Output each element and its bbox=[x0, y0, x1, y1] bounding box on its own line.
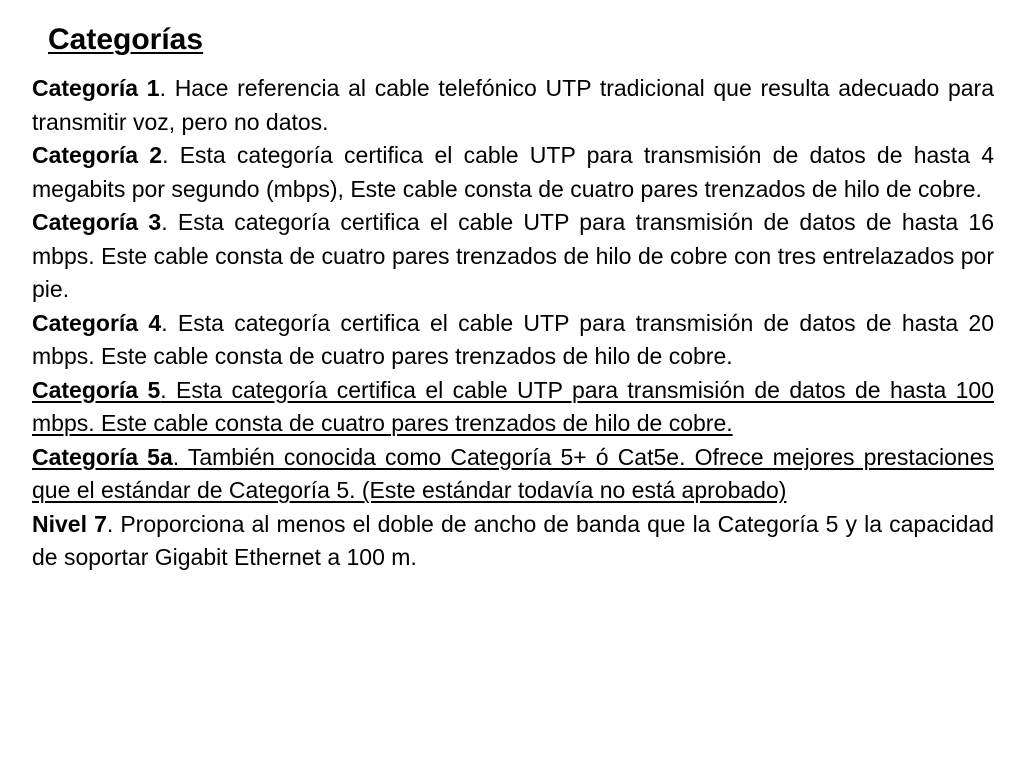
category-4-text: . Esta categoría certifica el cable UTP para transmisión de datos de hasta 20 mbps. Este cable consta de cuatro pares trenzados de hilo de cobre. bbox=[32, 309, 995, 369]
category-3-paragraph bbox=[32, 206, 994, 307]
category-5a-text: . También conocida como Categoría 5+ ó Cat5e. Ofrece mejores prestaciones que el estándar de Categoría 5. (Este estándar todavía no está aprobado) bbox=[32, 443, 994, 503]
category-2-paragraph bbox=[32, 139, 994, 206]
category-1-paragraph bbox=[32, 72, 994, 139]
category-5a-term: Categoría 5a bbox=[32, 443, 173, 470]
category-5-term: Categoría 5 bbox=[32, 376, 161, 403]
category-1-term: Categoría 1 bbox=[32, 75, 160, 101]
level-7-text: . Proporciona al menos el doble de ancho de banda que la Categoría 5 y la capacidad de soportar Gigabit Ethernet a 100 m. bbox=[32, 510, 994, 570]
category-5-text: . Esta categoría certifica el cable UTP para transmisión de datos de hasta 100 mbps. Este cable consta de cuatro pares trenzados de hilo de cobre. bbox=[32, 376, 994, 436]
category-4-paragraph bbox=[32, 307, 994, 374]
category-3-term: Categoría 3 bbox=[32, 209, 162, 235]
category-3-text: . Esta categoría certifica el cable UTP para transmisión de datos de hasta 16 mbps. Este cable consta de cuatro pares trenzados de hilo de cobre con tres entrelazados por pie. bbox=[32, 209, 995, 302]
category-2-text: . Esta categoría certifica el cable UTP para transmisión de datos de hasta 4 megabits por segundo (mbps), Este cable consta de cuatro pares trenzados de hilo de cobre. bbox=[32, 142, 994, 202]
level-7-paragraph bbox=[32, 508, 994, 575]
category-4-term: Categoría 4 bbox=[32, 309, 162, 336]
category-5a-paragraph bbox=[32, 441, 994, 508]
categories-list bbox=[32, 72, 994, 575]
category-5-paragraph bbox=[32, 374, 994, 441]
level-7-term: Nivel 7 bbox=[32, 510, 107, 537]
category-1-text: . Hace referencia al cable telefónico UTP tradicional que resulta adecuado para transmitir voz, pero no datos. bbox=[32, 75, 994, 135]
slide-title: Categorías bbox=[48, 23, 204, 56]
category-2-term: Categoría 2 bbox=[32, 142, 163, 168]
